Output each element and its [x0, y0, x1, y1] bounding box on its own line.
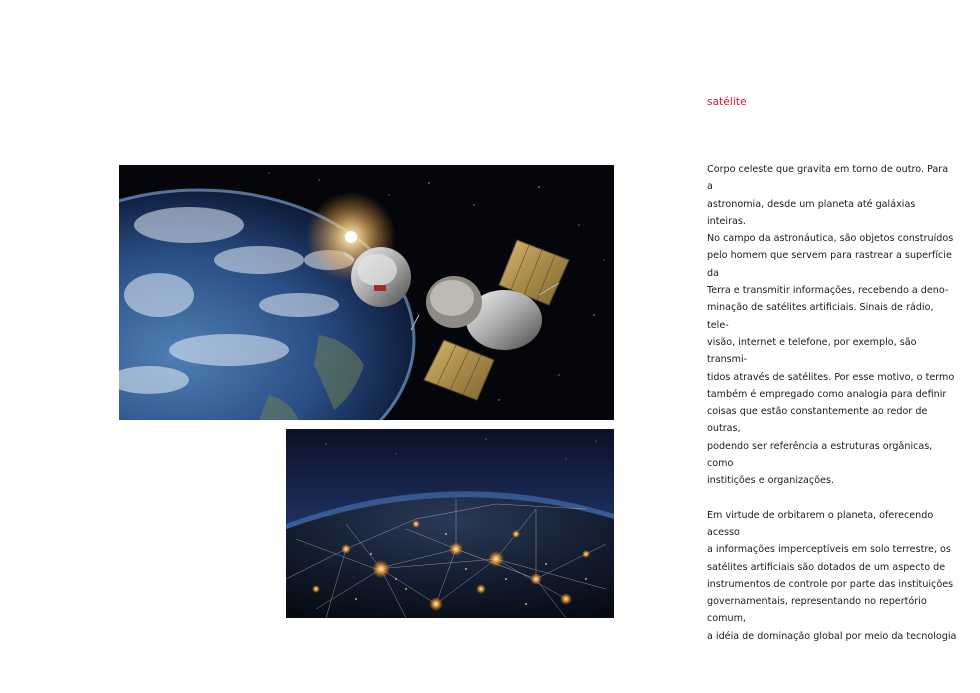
- paragraph-definition: Corpo celeste que gravita em torno de outro. Para a astronomia, desde um planeta até galáxias inteiras. No campo da astronáutica, são objetos construídos pelo homem que servem para rastrear a superfície da Terra e transmitir informações, recebendo a deno- minação de satélites artificiais. Sinais de rádio, tele- visão, internet e telefone, por exemplo, são transmi- tidos através de satélites. Por esse motivo, o termo também é empregado como analogia para definir coisas que estão constantemente ao redor de outras, podendo ser referência a estruturas orgânicas, como institições e organizações.: [707, 164, 955, 487]
- section-heading: satélite: [707, 96, 747, 108]
- body-text: [707, 161, 957, 645]
- earth-network-photo: [286, 429, 614, 618]
- satellite-image: [119, 165, 614, 420]
- paragraph-control: Em virtude de orbitarem o planeta, oferecendo acesso a informações imperceptíveis em solo terrestre, os satélites artificiais são dotados de um aspecto de instrumentos de controle por parte das instituições governamentais, representando no repertório comum, a idéia de dominação global por meio da tecnologia: [707, 509, 957, 642]
- earth-network-image: [286, 429, 614, 618]
- satellite-photo: [119, 165, 614, 420]
